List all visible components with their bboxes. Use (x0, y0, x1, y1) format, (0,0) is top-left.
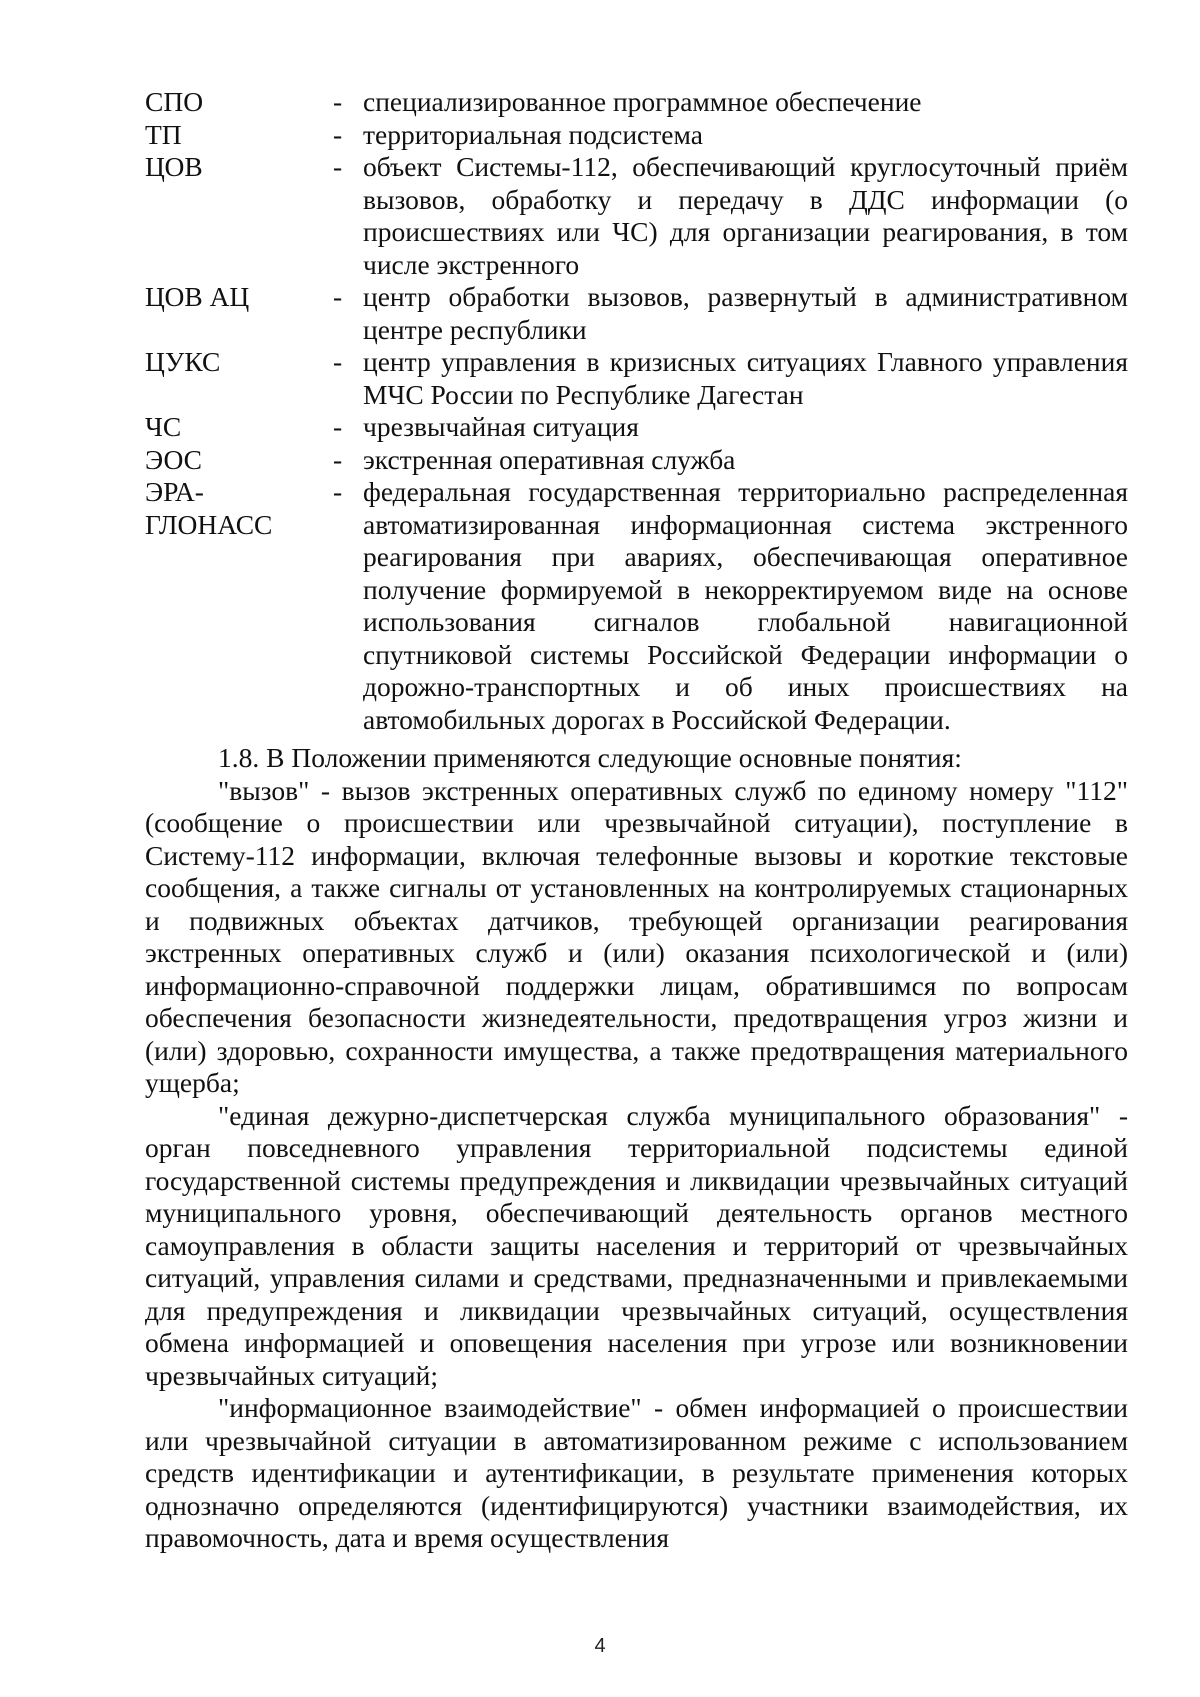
abbreviation-row (145, 346, 1128, 411)
abbreviation-term: ЦОВ (145, 151, 203, 182)
abbreviation-term: ЦУКС (145, 346, 221, 377)
abbreviation-dash: - (333, 86, 343, 117)
abbreviation-definition: специализированное программное обеспечение (363, 86, 922, 117)
abbreviation-dash: - (333, 118, 343, 150)
abbreviation-row (145, 86, 1128, 119)
abbreviation-dash: - (333, 151, 343, 182)
abbreviation-row (145, 476, 1128, 736)
definition-paragraph-edds: "единая дежурно-диспетчерская служба муниципального образования" - орган повседневного управления территориальной подсистемы единой государственной системы предупреждения и ликвидации чрезвычайных ситуаций муниципального уровня, обеспечивающий деятельность органов местного самоуправления в области защиты населения и территорий от чрезвычайных ситуаций, управления силами и средствами, предназначенными и привлекаемыми для предупреждения и ликвидации чрезвычайных ситуаций, осуществления обмена информацией и оповещения населения при угрозе или возникновении чрезвычайных ситуаций; (145, 1099, 1128, 1391)
abbreviation-dash: - (333, 411, 343, 442)
abbreviation-definition: федеральная государственная территориально распределенная автоматизированная информационная система экстренного реагирования при авариях, обеспечивающая оперативное получение формируемой в некорректируемом виде на основе использования сигналов глобальной навигационной спутниковой системы Российской Федерации информации о дорожно-транспортных и об иных происшествиях на автомобильных дорогах в Российской Федерации. (363, 476, 1128, 735)
page-number: 4 (594, 1635, 606, 1657)
abbreviation-definition: территориальная подсистема (363, 118, 703, 150)
abbreviation-term: ЧС (145, 411, 182, 442)
abbreviation-definition: экстренная оперативная служба (363, 443, 736, 475)
abbreviation-term: ЭРА- ГЛОНАСС (145, 476, 273, 540)
abbreviation-definition: центр управления в кризисных ситуациях Главного управления МЧС России по Республике Дагестан (363, 346, 1128, 410)
section-heading-paragraph: 1.8. В Положении применяются следующие основные понятия: (218, 742, 962, 773)
page-content (145, 86, 1128, 1555)
abbreviation-term: ЦОВ АЦ (145, 281, 250, 312)
abbreviation-row (145, 119, 1128, 152)
abbreviation-dash: - (333, 346, 343, 377)
abbreviation-row (145, 444, 1128, 477)
definition-paragraph-information-interaction: "информационное взаимодействие" - обмен информацией о происшествии или чрезвычайной ситуации в автоматизированном режиме с использованием средств идентификации и аутентификации, в результате применения которых однозначно определяются (идентифицируются) участники взаимодействия, их правомочность, дата и время осуществления (145, 1392, 1128, 1553)
abbreviation-dash: - (333, 281, 343, 312)
abbreviation-list (145, 86, 1128, 736)
abbreviation-dash: - (333, 476, 343, 507)
abbreviation-definition: центр обработки вызовов, развернутый в административном центре республики (363, 281, 1128, 345)
abbreviation-row (145, 151, 1128, 281)
abbreviation-row (145, 411, 1128, 444)
abbreviation-term: ТП (145, 118, 182, 150)
definition-paragraph-call: "вызов" - вызов экстренных оперативных служб по единому номеру "112" (сообщение о происшествии или чрезвычайной ситуации), поступление в Систему-112 информации, включая телефонные вызовы и короткие текстовые сообщения, а также сигналы от установленных на контролируемых стационарных и подвижных объектах датчиков, требующей организации реагирования экстренных оперативных служб и (или) оказания психологической и (или) информационно-справочной поддержки лицам, обратившимся по вопросам обеспечения безопасности жизнедеятельности, предотвращения угроз жизни и (или) здоровью, сохранности имущества, а также предотвращения материального ущерба; (145, 774, 1128, 1098)
abbreviation-definition: объект Системы-112, обеспечивающий круглосуточный приём вызовов, обработку и передачу в ДДС информации (о происшествиях или ЧС) для организации реагирования, в том числе экстренного (363, 151, 1128, 280)
abbreviation-definition: чрезвычайная ситуация (363, 411, 639, 442)
abbreviation-row (145, 281, 1128, 346)
abbreviation-term: ЭОС (145, 443, 203, 475)
abbreviation-dash: - (333, 443, 343, 475)
abbreviation-term: СПО (145, 86, 204, 117)
